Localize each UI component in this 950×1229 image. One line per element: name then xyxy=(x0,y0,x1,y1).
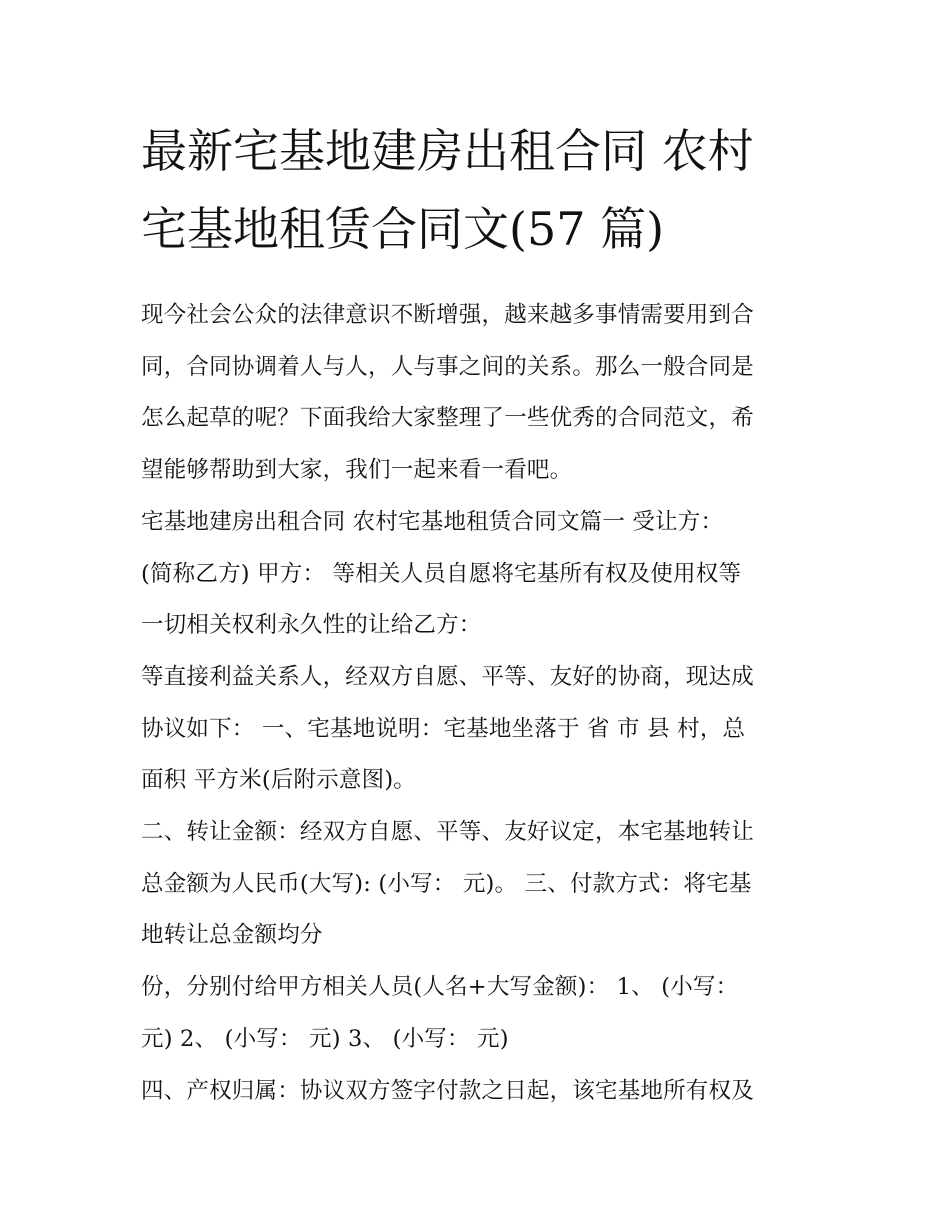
text-line: 望能够帮助到大家，我们一起来看一看吧。 xyxy=(141,457,573,484)
text-line: (简称乙方) 甲方： 等相关人员自愿将宅基所有权及使用权等 xyxy=(141,560,742,587)
text-line: 元) 2、 (小写： 元) 3、 (小写： 元) xyxy=(141,1025,509,1052)
text-line: 份，分别付给甲方相关人员(人名+大写金额)： 1、 (小写： xyxy=(141,974,739,1001)
text-line: 地转让总金额均分 xyxy=(141,922,323,949)
paragraph-intro xyxy=(141,290,821,497)
paragraph-agreement xyxy=(141,652,821,807)
text-line: 一切相关权利永久性的让给乙方： xyxy=(141,612,482,639)
document-body xyxy=(141,290,821,1117)
text-line: 等直接利益关系人，经双方自愿、平等、友好的协商，现达成 xyxy=(141,663,754,690)
title-line-2: 宅基地租赁合同文(57 篇) xyxy=(141,202,665,256)
text-line: 四、产权归属：协议双方签字付款之日起，该宅基地所有权及 xyxy=(141,1077,754,1104)
paragraph-section-one xyxy=(141,497,821,652)
text-line: 同，合同协调着人与人，人与事之间的关系。那么一般合同是 xyxy=(141,353,754,380)
paragraph-payment xyxy=(141,962,821,1065)
text-line: 现今社会公众的法律意识不断增强，越来越多事情需要用到合 xyxy=(141,302,754,328)
text-line: 宅基地建房出租合同 农村宅基地租赁合同文篇一 受让方： xyxy=(141,508,724,535)
text-line: 二、转让金额：经双方自愿、平等、友好议定，本宅基地转让 xyxy=(141,819,754,846)
paragraph-ownership xyxy=(141,1066,821,1118)
paragraph-transfer-amount xyxy=(141,807,821,962)
document-title xyxy=(141,112,821,268)
text-line: 面积 平方米(后附示意图)。 xyxy=(141,767,417,794)
text-line: 怎么起草的呢？下面我给大家整理了一些优秀的合同范文，希 xyxy=(141,405,754,432)
title-line-1: 最新宅基地建房出租合同 农村 xyxy=(141,124,754,178)
text-line: 总金额为人民币(大写): (小写： 元)。 三、付款方式：将宅基 xyxy=(141,870,752,897)
text-line: 协议如下： 一、宅基地说明：宅基地坐落于 省 市 县 村，总 xyxy=(141,715,746,742)
document-content xyxy=(141,112,821,1117)
